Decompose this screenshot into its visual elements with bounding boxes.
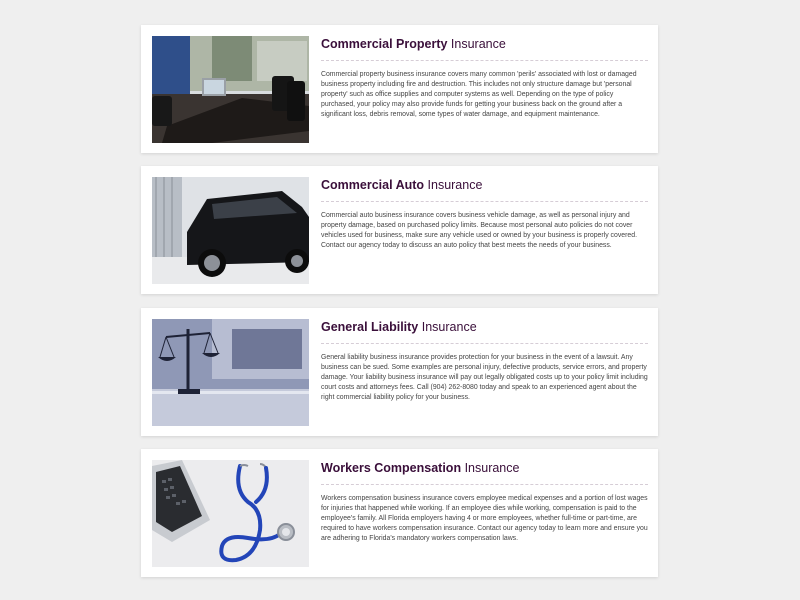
dashed-divider: [321, 343, 648, 344]
card-description: Commercial auto business insurance covers business vehicle damage, as well as personal injury and property damage, based on purchased policy limits. Because most personal auto policies do not cover vehicles used for business, make sure any vehicle used or owned by your business is properly covered. Contact our agency today to discuss an auto policy that best meets the needs of your business.: [321, 212, 637, 249]
card-title: [321, 36, 648, 52]
dashed-divider: [321, 484, 648, 485]
scales-of-justice-image: [152, 319, 309, 426]
card-description: Commercial property business insurance covers many common 'perils' associated with lost or damaged business property including fire and destruction. This includes not only structure damage but 'personal property' such as office supplies and computer systems as well. Depending on the type of policy purchased, your policy may also provide funds for getting your business back on the ground after a significant loss, debris removal, some types of water damage, and equipment maintenance.: [321, 71, 637, 118]
dashed-divider: [321, 60, 648, 61]
laptop-stethoscope-image: [152, 460, 309, 567]
card-commercial-property: [141, 25, 658, 153]
card-title: [321, 177, 648, 193]
card-title: [321, 319, 648, 335]
card-workers-compensation: [141, 449, 658, 577]
card-description: General liability business insurance provides protection for your business in the event of a lawsuit. Any business can be sued. Some examples are personal injury, defective products, service errors, and property damage. Your liability business insurance will pay out legally obligated costs up to your policy limit including court costs and attorneys fees. Call (904) 262-8080 today and speak to an experienced agent about the right commercial liability policy for your business.: [321, 354, 648, 401]
card-general-liability: [141, 308, 658, 436]
card-title-rest: Insurance: [450, 37, 506, 51]
conference-room-image: [152, 36, 309, 143]
dashed-divider: [321, 201, 648, 202]
laptop-stethoscope-illustration: [152, 460, 309, 567]
card-description: Workers compensation business insurance covers employee medical expenses and a portion of lost wages for injuries that happened while working. If an employee dies while working, compensation is paid to the employee's family. All Florida employers having 4 or more employees, whether full-time or part-time, are required to have workers compensation insurance. Contact our agency today to learn more and ensure you are adhering to Florida's mandatory workers compensation laws.: [321, 495, 648, 542]
card-title: [321, 460, 648, 476]
card-title-rest: Insurance: [421, 320, 477, 334]
scales-of-justice-illustration: [152, 319, 309, 426]
card-title-strong: Workers Compensation: [321, 461, 462, 475]
card-title-strong: Commercial Property: [321, 37, 448, 51]
conference-room-illustration: [152, 36, 309, 143]
card-commercial-auto: [141, 166, 658, 294]
card-title-rest: Insurance: [427, 178, 483, 192]
card-title-strong: Commercial Auto: [321, 178, 425, 192]
card-title-strong: General Liability: [321, 320, 419, 334]
card-title-rest: Insurance: [464, 461, 520, 475]
black-suv-image: [152, 177, 309, 284]
black-suv-illustration: [152, 177, 309, 284]
